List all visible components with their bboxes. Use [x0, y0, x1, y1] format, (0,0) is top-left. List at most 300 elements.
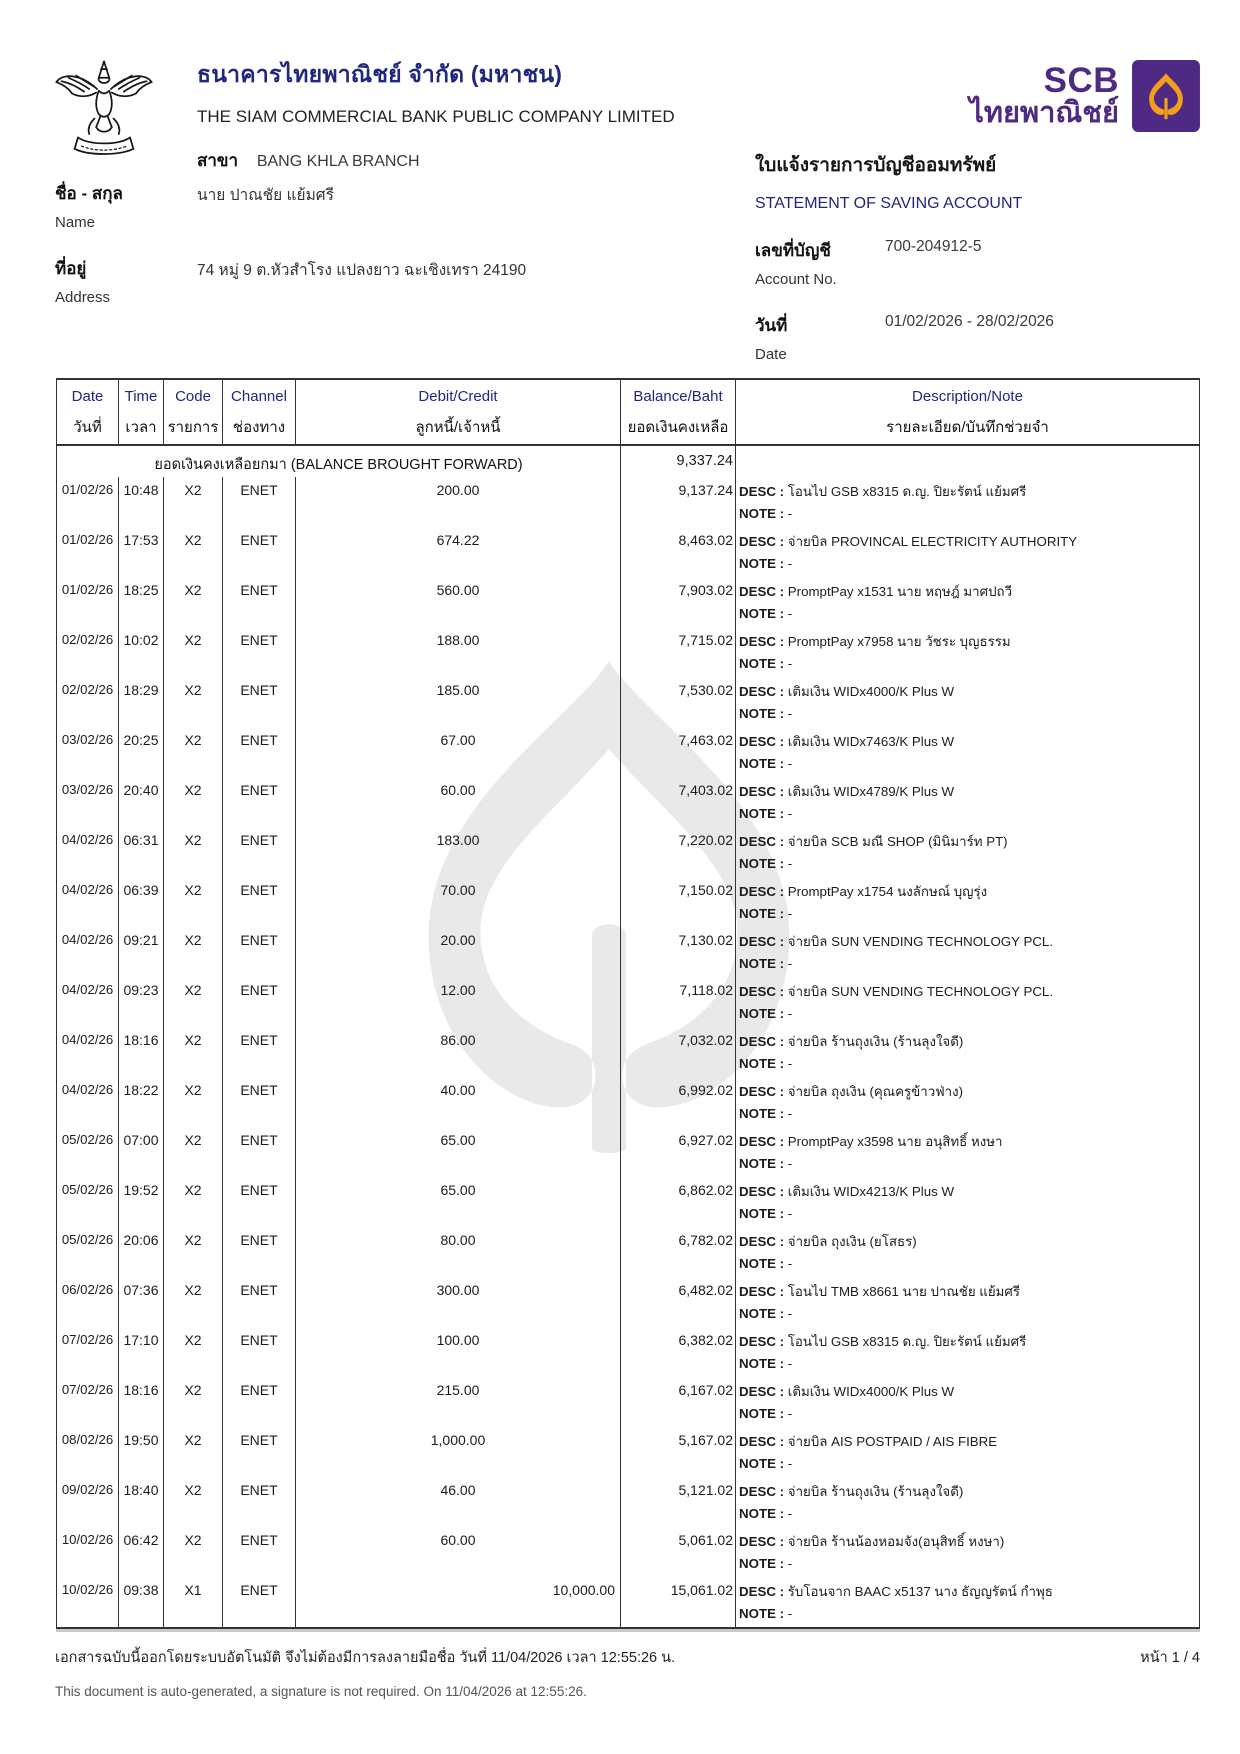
date-label-english: Date: [755, 346, 787, 363]
note-line: NOTE : -: [739, 1255, 793, 1271]
debit-amount: 86.00: [440, 1032, 476, 1048]
description-line: DESC : โอนไป TMB x8661 นาย ปาณชัย แย้มศรี: [739, 1284, 1021, 1299]
cell-code: X2: [164, 577, 223, 627]
cell-code: X2: [164, 1277, 223, 1327]
cell-description: [736, 1527, 1199, 1577]
account-number-label-english: Account No.: [755, 271, 837, 288]
cell-date: 07/02/26: [57, 1327, 119, 1377]
note-line: NOTE : -: [739, 1155, 793, 1171]
footer-note-english: This document is auto-generated, a signature is not required. On 11/04/2026 at 12:55:26.: [55, 1684, 587, 1699]
cell-description: [736, 877, 1199, 927]
cell-date: 07/02/26: [57, 1377, 119, 1427]
cell-code: X2: [164, 1527, 223, 1577]
cell-time: 18:22: [119, 1077, 164, 1127]
cell-date: 04/02/26: [57, 1077, 119, 1127]
description-line: DESC : จ่ายบิล ถุงเงิน (คุณครูข้าวฟ่าง): [739, 1084, 963, 1099]
note-line: NOTE : -: [739, 1355, 793, 1371]
note-line: NOTE : -: [739, 805, 793, 821]
column-header-date: Date วันที่: [57, 380, 119, 444]
table-row: [57, 627, 1199, 677]
balance-brought-forward-row: [57, 446, 1199, 477]
debit-amount: 200.00: [436, 482, 480, 498]
note-line: NOTE : -: [739, 705, 793, 721]
date-label-thai: วันที่: [755, 316, 788, 335]
balance-brought-forward-label: ยอดเงินคงเหลือยกมา (BALANCE BROUGHT FORWARD): [57, 446, 621, 477]
cell-date: 03/02/26: [57, 727, 119, 777]
cell-debit-credit: [296, 927, 621, 977]
garuda-emblem-icon: [52, 56, 156, 168]
debit-amount: 674.22: [436, 532, 480, 548]
column-header-balance: Balance/Baht ยอดเงินคงเหลือ: [621, 380, 736, 444]
description-line: DESC : จ่ายบิล ร้านน้องหอมจัง(อนุสิทธิ์ หงษา): [739, 1534, 1005, 1549]
cell-code: X2: [164, 777, 223, 827]
note-line: NOTE : -: [739, 1105, 793, 1121]
bank-name-english: THE SIAM COMMERCIAL BANK PUBLIC COMPANY LIMITED: [197, 107, 675, 126]
table-header-row: [57, 380, 1199, 446]
cell-code: X2: [164, 1177, 223, 1227]
debit-amount: 100.00: [436, 1332, 480, 1348]
cell-balance: 5,121.02: [621, 1477, 736, 1527]
cell-date: 04/02/26: [57, 927, 119, 977]
cell-description: [736, 1027, 1199, 1077]
cell-code: X2: [164, 477, 223, 527]
table-row: [57, 677, 1199, 727]
cell-date: 06/02/26: [57, 1277, 119, 1327]
cell-debit-credit: [296, 1527, 621, 1577]
customer-address-value: 74 หมู่ 9 ต.หัวสำโรง แปลงยาว ฉะเชิงเทรา 24190: [197, 262, 527, 279]
table-row: [57, 1027, 1199, 1077]
note-line: NOTE : -: [739, 1505, 793, 1521]
cell-description: [736, 527, 1199, 577]
cell-channel: ENET: [223, 1577, 296, 1627]
cell-time: 20:40: [119, 777, 164, 827]
debit-amount: 60.00: [440, 1532, 476, 1548]
cell-channel: ENET: [223, 1327, 296, 1377]
description-line: DESC : จ่ายบิล SUN VENDING TECHNOLOGY PCL.: [739, 984, 1054, 999]
name-label-thai: ชื่อ - สกุล: [55, 184, 123, 203]
cell-time: 17:10: [119, 1327, 164, 1377]
cell-debit-credit: [296, 1277, 621, 1327]
cell-time: 06:42: [119, 1527, 164, 1577]
cell-description: [736, 1427, 1199, 1477]
table-row: [57, 777, 1199, 827]
column-header-description: Description/Note รายละเอียด/บันทึกช่วยจำ: [886, 388, 1049, 436]
customer-name-value: นาย ปาณชัย แย้มศรี: [197, 187, 334, 204]
cell-time: 09:21: [119, 927, 164, 977]
description-line: DESC : PromptPay x7958 นาย วัชระ บุญธรรม: [739, 634, 1011, 649]
table-row: [57, 1327, 1199, 1377]
cell-channel: ENET: [223, 1427, 296, 1477]
cell-date: 05/02/26: [57, 1127, 119, 1177]
cell-time: 07:36: [119, 1277, 164, 1327]
table-row: [57, 477, 1199, 527]
cell-balance: 8,463.02: [621, 527, 736, 577]
table-row: [57, 1077, 1199, 1127]
cell-debit-credit: [296, 1077, 621, 1127]
cell-code: X2: [164, 1127, 223, 1177]
cell-description: [736, 727, 1199, 777]
cell-debit-credit: [296, 1377, 621, 1427]
cell-balance: 7,715.02: [621, 627, 736, 677]
note-line: NOTE : -: [739, 505, 793, 521]
cell-debit-credit: [296, 827, 621, 877]
cell-time: 06:31: [119, 827, 164, 877]
cell-time: 18:16: [119, 1377, 164, 1427]
cell-debit-credit: [296, 527, 621, 577]
cell-balance: 6,782.02: [621, 1227, 736, 1277]
cell-time: 18:29: [119, 677, 164, 727]
column-header-channel: Channel ช่องทาง: [223, 380, 296, 444]
table-row: [57, 527, 1199, 577]
cell-date: 08/02/26: [57, 1427, 119, 1477]
cell-time: 07:00: [119, 1127, 164, 1177]
cell-channel: ENET: [223, 927, 296, 977]
debit-amount: 183.00: [436, 832, 480, 848]
cell-date: 05/02/26: [57, 1177, 119, 1227]
table-row: [57, 1527, 1199, 1577]
cell-code: X2: [164, 977, 223, 1027]
cell-date: 02/02/26: [57, 677, 119, 727]
cell-debit-credit: [296, 677, 621, 727]
cell-balance: 5,061.02: [621, 1527, 736, 1577]
table-row: [57, 927, 1199, 977]
balance-brought-forward-amount: 9,337.24: [621, 446, 736, 477]
statement-title-english: STATEMENT OF SAVING ACCOUNT: [755, 195, 1023, 212]
cell-time: 18:40: [119, 1477, 164, 1527]
description-line: DESC : จ่ายบิล AIS POSTPAID / AIS FIBRE: [739, 1434, 998, 1449]
debit-amount: 188.00: [436, 632, 480, 648]
cell-description: [736, 1577, 1199, 1627]
note-line: NOTE : -: [739, 1205, 793, 1221]
debit-amount: 300.00: [436, 1282, 480, 1298]
cell-balance: 6,482.02: [621, 1277, 736, 1327]
note-line: NOTE : -: [739, 555, 793, 571]
note-line: NOTE : -: [739, 1005, 793, 1021]
debit-amount: 185.00: [436, 682, 480, 698]
description-line: DESC : จ่ายบิล ถุงเงิน (ยโสธร): [739, 1234, 917, 1249]
cell-debit-credit: [296, 777, 621, 827]
address-label-english: Address: [55, 289, 111, 306]
cell-description: [736, 1077, 1199, 1127]
cell-time: 09:38: [119, 1577, 164, 1627]
customer-info: [55, 180, 527, 330]
scb-logo-text-top: SCB: [1043, 61, 1119, 101]
scb-logo-text-bottom: ไทยพาณิชย์: [969, 97, 1119, 130]
cell-balance: 6,862.02: [621, 1177, 736, 1227]
debit-amount: 560.00: [436, 582, 480, 598]
cell-channel: ENET: [223, 1377, 296, 1427]
description-line: DESC : โอนไป GSB x8315 ด.ญ. ปิยะรัตน์ แย้มศรี: [739, 1334, 1027, 1349]
cell-code: X2: [164, 1027, 223, 1077]
cell-code: X2: [164, 1227, 223, 1277]
cell-channel: ENET: [223, 477, 296, 527]
cell-debit-credit: [296, 1427, 621, 1477]
bank-identity: [197, 57, 675, 174]
note-line: NOTE : -: [739, 655, 793, 671]
cell-time: 20:25: [119, 727, 164, 777]
cell-code: X2: [164, 627, 223, 677]
description-line: DESC : โอนไป GSB x8315 ด.ญ. ปิยะรัตน์ แย้มศรี: [739, 484, 1027, 499]
cell-time: 20:06: [119, 1227, 164, 1277]
cell-date: 01/02/26: [57, 527, 119, 577]
customer-name-row: [55, 180, 334, 231]
note-line: NOTE : -: [739, 1305, 793, 1321]
statement-title-thai: ใบแจ้งรายการบัญชีออมทรัพย์: [755, 155, 997, 176]
cell-time: 19:50: [119, 1427, 164, 1477]
cell-date: 04/02/26: [57, 977, 119, 1027]
cell-date: 04/02/26: [57, 827, 119, 877]
table-row: [57, 1177, 1199, 1227]
cell-code: X2: [164, 1377, 223, 1427]
cell-debit-credit: [296, 577, 621, 627]
account-number-label-thai: เลขที่บัญชี: [755, 241, 831, 260]
cell-debit-credit: [296, 1327, 621, 1377]
description-line: DESC : เติมเงิน WIDx7463/K Plus W: [739, 734, 954, 749]
cell-channel: ENET: [223, 977, 296, 1027]
debit-amount: 12.00: [440, 982, 476, 998]
cell-description: [736, 927, 1199, 977]
cell-date: 09/02/26: [57, 1477, 119, 1527]
note-line: NOTE : -: [739, 1055, 793, 1071]
cell-balance: 7,463.02: [621, 727, 736, 777]
cell-balance: 15,061.02: [621, 1577, 736, 1627]
cell-channel: ENET: [223, 877, 296, 927]
column-header-code: Code รายการ: [164, 380, 223, 444]
cell-debit-credit: [296, 1477, 621, 1527]
cell-channel: ENET: [223, 1027, 296, 1077]
statement-info: [755, 150, 1205, 363]
debit-amount: 65.00: [440, 1182, 476, 1198]
debit-amount: 60.00: [440, 782, 476, 798]
cell-channel: ENET: [223, 777, 296, 827]
note-line: NOTE : -: [739, 1405, 793, 1421]
table-row: [57, 1277, 1199, 1327]
cell-description: [736, 1277, 1199, 1327]
scb-logo: [969, 60, 1200, 132]
table-row: [57, 1227, 1199, 1277]
description-line: DESC : จ่ายบิล PROVINCAL ELECTRICITY AUTHORITY: [739, 534, 1078, 549]
cell-balance: 5,167.02: [621, 1427, 736, 1477]
cell-debit-credit: [296, 627, 621, 677]
cell-debit-credit: [296, 1577, 621, 1627]
cell-balance: 6,992.02: [621, 1077, 736, 1127]
address-label-thai: ที่อยู่: [55, 259, 87, 278]
scb-leaf-icon: [1132, 60, 1200, 132]
column-header-debit-credit: Debit/Credit ลูกหนี้/เจ้าหนี้: [296, 380, 621, 444]
description-line: DESC : จ่ายบิล ร้านถุงเงิน (ร้านลุงใจดี): [739, 1034, 964, 1049]
table-row: [57, 1427, 1199, 1477]
cell-channel: ENET: [223, 527, 296, 577]
debit-amount: 70.00: [440, 882, 476, 898]
cell-balance: 9,137.24: [621, 477, 736, 527]
cell-description: [736, 977, 1199, 1027]
cell-balance: 6,382.02: [621, 1327, 736, 1377]
cell-code: X2: [164, 1077, 223, 1127]
cell-description: [736, 1127, 1199, 1177]
cell-debit-credit: [296, 1027, 621, 1077]
cell-balance: 7,403.02: [621, 777, 736, 827]
cell-code: X2: [164, 877, 223, 927]
cell-description: [736, 1477, 1199, 1527]
cell-debit-credit: [296, 977, 621, 1027]
debit-amount: 80.00: [440, 1232, 476, 1248]
description-line: DESC : PromptPay x3598 นาย อนุสิทธิ์ หงษา: [739, 1134, 1003, 1149]
description-line: DESC : เติมเงิน WIDx4000/K Plus W: [739, 684, 954, 699]
note-line: NOTE : -: [739, 955, 793, 971]
credit-amount: 10,000.00: [552, 1582, 615, 1598]
cell-balance: 7,118.02: [621, 977, 736, 1027]
cell-date: 01/02/26: [57, 577, 119, 627]
cell-date: 10/02/26: [57, 1577, 119, 1627]
description-line: DESC : เติมเงิน WIDx4213/K Plus W: [739, 1184, 954, 1199]
note-line: NOTE : -: [739, 1605, 793, 1621]
table-row: [57, 1127, 1199, 1177]
cell-balance: 7,150.02: [621, 877, 736, 927]
cell-date: 01/02/26: [57, 477, 119, 527]
balance-brought-forward-desc-cell: [736, 446, 1199, 477]
cell-description: [736, 827, 1199, 877]
table-row: [57, 977, 1199, 1027]
statement-date-row: [755, 312, 1205, 363]
cell-code: X2: [164, 527, 223, 577]
cell-balance: 6,927.02: [621, 1127, 736, 1177]
cell-time: 19:52: [119, 1177, 164, 1227]
cell-balance: 7,032.02: [621, 1027, 736, 1077]
cell-description: [736, 577, 1199, 627]
cell-debit-credit: [296, 727, 621, 777]
note-line: NOTE : -: [739, 855, 793, 871]
cell-balance: 7,530.02: [621, 677, 736, 727]
cell-channel: ENET: [223, 577, 296, 627]
scb-logo-wordmark: [969, 63, 1119, 128]
cell-balance: 7,130.02: [621, 927, 736, 977]
table-row: [57, 1577, 1199, 1627]
cell-channel: ENET: [223, 1527, 296, 1577]
table-row: [57, 1477, 1199, 1527]
debit-amount: 1,000.00: [430, 1432, 486, 1448]
cell-debit-credit: [296, 877, 621, 927]
cell-date: 02/02/26: [57, 627, 119, 677]
description-line: DESC : เติมเงิน WIDx4789/K Plus W: [739, 784, 954, 799]
cell-date: 04/02/26: [57, 877, 119, 927]
cell-code: X2: [164, 727, 223, 777]
account-number-value: 700-204912-5: [885, 238, 982, 255]
cell-description: [736, 477, 1199, 527]
cell-code: X2: [164, 1427, 223, 1477]
cell-channel: ENET: [223, 627, 296, 677]
cell-description: [736, 777, 1199, 827]
table-row: [57, 827, 1199, 877]
table-row: [57, 577, 1199, 627]
note-line: NOTE : -: [739, 1455, 793, 1471]
description-line: DESC : จ่ายบิล ร้านถุงเงิน (ร้านลุงใจดี): [739, 1484, 964, 1499]
cell-date: 04/02/26: [57, 1027, 119, 1077]
page-number: หน้า 1 / 4: [1140, 1650, 1200, 1666]
cell-debit-credit: [296, 477, 621, 527]
cell-time: 10:48: [119, 477, 164, 527]
cell-date: 05/02/26: [57, 1227, 119, 1277]
cell-balance: 6,167.02: [621, 1377, 736, 1427]
debit-amount: 67.00: [440, 732, 476, 748]
debit-amount: 215.00: [436, 1382, 480, 1398]
cell-code: X2: [164, 1477, 223, 1527]
note-line: NOTE : -: [739, 1555, 793, 1571]
branch-name: BANG KHLA BRANCH: [256, 153, 420, 170]
note-line: NOTE : -: [739, 755, 793, 771]
cell-date: 03/02/26: [57, 777, 119, 827]
cell-time: 10:02: [119, 627, 164, 677]
cell-channel: ENET: [223, 727, 296, 777]
cell-channel: ENET: [223, 1277, 296, 1327]
cell-code: X2: [164, 1327, 223, 1377]
debit-amount: 46.00: [440, 1482, 476, 1498]
cell-channel: ENET: [223, 1477, 296, 1527]
cell-balance: 7,220.02: [621, 827, 736, 877]
cell-code: X2: [164, 927, 223, 977]
cell-code: X2: [164, 827, 223, 877]
cell-code: X2: [164, 677, 223, 727]
branch-label: สาขา: [197, 151, 239, 170]
cell-channel: ENET: [223, 1227, 296, 1277]
description-line: DESC : รับโอนจาก BAAC x5137 นาง ธัญญรัตน์ กำพุธ: [739, 1584, 1053, 1599]
cell-code: X1: [164, 1577, 223, 1627]
description-line: DESC : เติมเงิน WIDx4000/K Plus W: [739, 1384, 954, 1399]
date-range-value: 01/02/2026 - 28/02/2026: [885, 313, 1054, 330]
name-label-english: Name: [55, 214, 96, 231]
footer-note-thai: เอกสารฉบับนี้ออกโดยระบบอัตโนมัติ จึงไม่ต้องมีการลงลายมือชื่อ วันที่ 11/04/2026 เวลา 12:55:26 น.: [55, 1650, 676, 1666]
column-header-time: Time เวลา: [119, 380, 164, 444]
debit-amount: 65.00: [440, 1132, 476, 1148]
cell-description: [736, 1227, 1199, 1277]
cell-time: 18:16: [119, 1027, 164, 1077]
debit-amount: 40.00: [440, 1082, 476, 1098]
account-number-row: [755, 237, 1205, 288]
cell-time: 17:53: [119, 527, 164, 577]
cell-description: [736, 677, 1199, 727]
description-line: DESC : จ่ายบิล SUN VENDING TECHNOLOGY PCL.: [739, 934, 1054, 949]
cell-channel: ENET: [223, 677, 296, 727]
debit-amount: 20.00: [440, 932, 476, 948]
customer-address-row: [55, 255, 527, 306]
cell-description: [736, 627, 1199, 677]
description-line: DESC : PromptPay x1754 นงลักษณ์ บุญรุ่ง: [739, 884, 988, 899]
cell-description: [736, 1377, 1199, 1427]
cell-debit-credit: [296, 1127, 621, 1177]
cell-channel: ENET: [223, 1177, 296, 1227]
cell-debit-credit: [296, 1227, 621, 1277]
cell-time: 09:23: [119, 977, 164, 1027]
description-line: DESC : PromptPay x1531 นาย หฤษฎ์ มาศปถวี: [739, 584, 1013, 599]
cell-description: [736, 1327, 1199, 1377]
transactions-table: [56, 378, 1200, 1629]
cell-time: 18:25: [119, 577, 164, 627]
cell-date: 10/02/26: [57, 1527, 119, 1577]
description-line: DESC : จ่ายบิล SCB มณี SHOP (มินิมาร์ท PT): [739, 834, 1008, 849]
cell-description: [736, 1177, 1199, 1227]
table-row: [57, 877, 1199, 927]
table-row: [57, 1377, 1199, 1427]
cell-time: 06:39: [119, 877, 164, 927]
cell-channel: ENET: [223, 827, 296, 877]
cell-channel: ENET: [223, 1127, 296, 1177]
cell-debit-credit: [296, 1177, 621, 1227]
cell-channel: ENET: [223, 1077, 296, 1127]
cell-balance: 7,903.02: [621, 577, 736, 627]
note-line: NOTE : -: [739, 905, 793, 921]
table-body: [57, 477, 1199, 1627]
branch-line: [197, 147, 675, 174]
note-line: NOTE : -: [739, 605, 793, 621]
